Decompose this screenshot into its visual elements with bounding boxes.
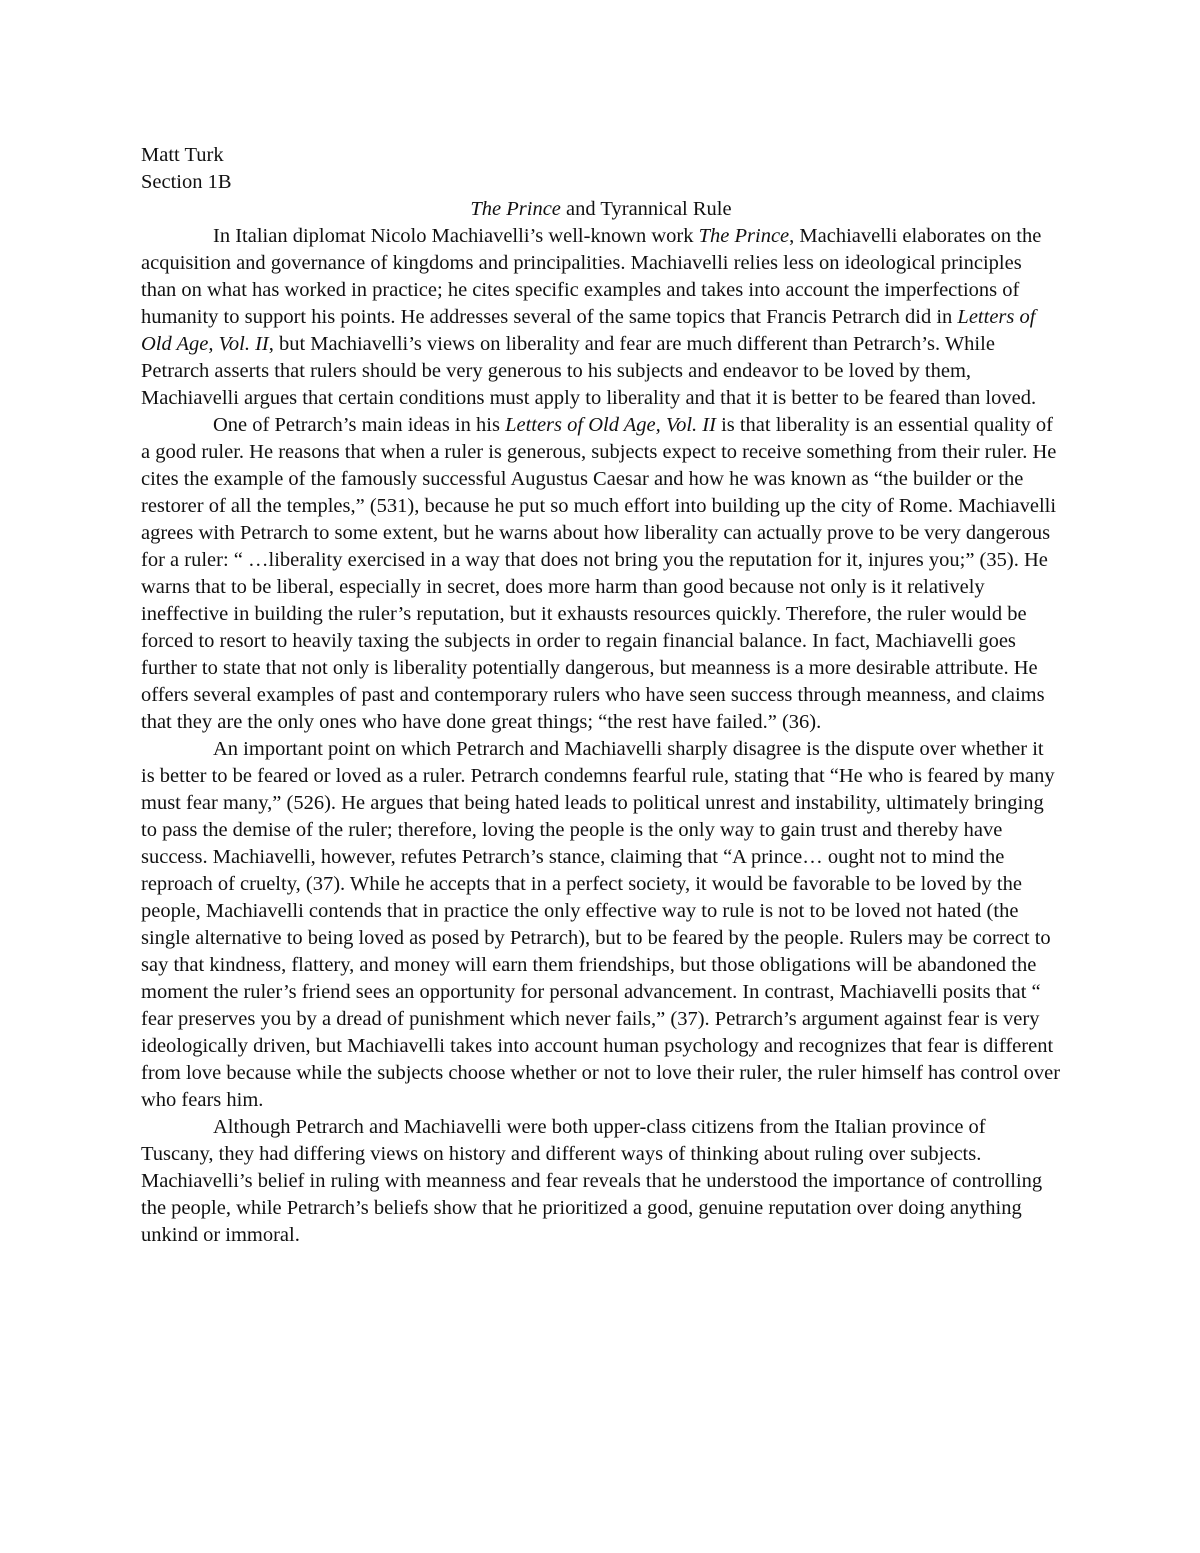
para-2-run: One of Petrarch’s main ideas in his [213,414,506,436]
paragraph-4 [141,1114,1061,1249]
paragraph-3 [141,736,1061,1114]
essay-body [141,142,1061,1249]
paragraph-2 [141,412,1061,736]
para-2-italic-work: Letters of Old Age, Vol. II [505,414,716,436]
para-3-run: An important point on which Petrarch and Machiavelli sharply disagree is the dispute over whether it is better to be feared or loved as a ruler. Petrarch condemns fearful rule, stating that “He who is feared by many must fear many,” (526). He argues that being hated leads to political unrest and instability, ultimately bringing to pass the demise of the ruler; therefore, loving the people is the only way to gain trust and thereby have success. Machiavelli, however, refutes Petrarch’s stance, claiming that “A prince… ought not to mind the reproach of cruelty, (37). While he accepts that in a perfect society, it would be favorable to be loved by the people, Machiavelli contends that in practice the only effective way to rule is not to be loved not hated (the single alternative to being loved as posed by Petrarch), but to be feared by the people. Rulers may be correct to say that kindness, flattery, and money will earn them friendships, but those obligations will be abandoned the moment the ruler’s friend sees an opportunity for personal advancement. In contrast, Machiavelli posits that “ fear preserves you by a dread of punishment which never fails,” (37). Petrarch’s argument against fear is very ideologically driven, but Machiavelli takes into account human psychology and recognizes that fear is different from love because while the subjects choose whether or not to love their ruler, the ruler himself has control over who fears him. [141,738,1061,1111]
author-name: Matt Turk [141,144,224,166]
para-4-run: Although Petrarch and Machiavelli were both upper-class citizens from the Italian province of Tuscany, they had differing views on history and different ways of thinking about ruling over subjects. Machiavelli’s belief in ruling with meanness and fear reveals that he understood the importance of controlling the people, while Petrarch’s beliefs show that he prioritized a good, genuine reputation over doing anything unkind or immoral. [141,1116,1043,1246]
para-1-italic-work: Letters of Old Age, Vol. II [141,306,1036,355]
essay-title [141,196,1061,223]
para-1-run: , but Machiavelli’s views on liberality and fear are much different than Petrarch’s. While Petrarch asserts that rulers should be very generous to his subjects and endeavor to be loved by them, Machiavelli argues that certain conditions must apply to liberality and that it is better to be feared than loved. [141,333,1037,409]
title-rest: and Tyrannical Rule [560,198,732,220]
paragraph-1 [141,223,1061,412]
title-italic: The Prince [470,198,561,220]
para-1-run: , Machiavelli elaborates on the acquisition and governance of kingdoms and principalities. Machiavelli relies less on ideological principles than on what has worked in practice; he cites specific examples and takes into account the imperfections of humanity to support his points. He addresses several of the same topics that Francis Petrarch did in [141,225,1042,328]
para-2-run: is that liberality is an essential quality of a good ruler. He reasons that when a ruler is generous, subjects expect to receive something from their ruler. He cites the example of the famously successful Augustus Caesar and how he was known as “the builder or the restorer of all the temples,” (531), because he put so much effort into building up the city of Rome. Machiavelli agrees with Petrarch to some extent, but he warns about how liberality can actually prove to be very dangerous for a ruler: “ …liberality exercised in a way that does not bring you the reputation for it, injures you;” (35). He warns that to be liberal, especially in secret, does more harm than good because not only is it relatively ineffective in building the ruler’s reputation, but it exhausts resources quickly. Therefore, the ruler would be forced to resort to heavily taxing the subjects in order to regain financial balance. In fact, Machiavelli goes further to state that not only is liberality potentially dangerous, but meanness is a more desirable attribute. He offers several examples of past and contemporary rulers who have seen success through meanness, and claims that they are the only ones who have done great things; “the rest have failed.” (36). [141,414,1057,733]
para-1-italic-work: The Prince [698,225,790,247]
section-label: Section 1B [141,171,232,193]
para-1-run: In Italian diplomat Nicolo Machiavelli’s well-known work [213,225,699,247]
